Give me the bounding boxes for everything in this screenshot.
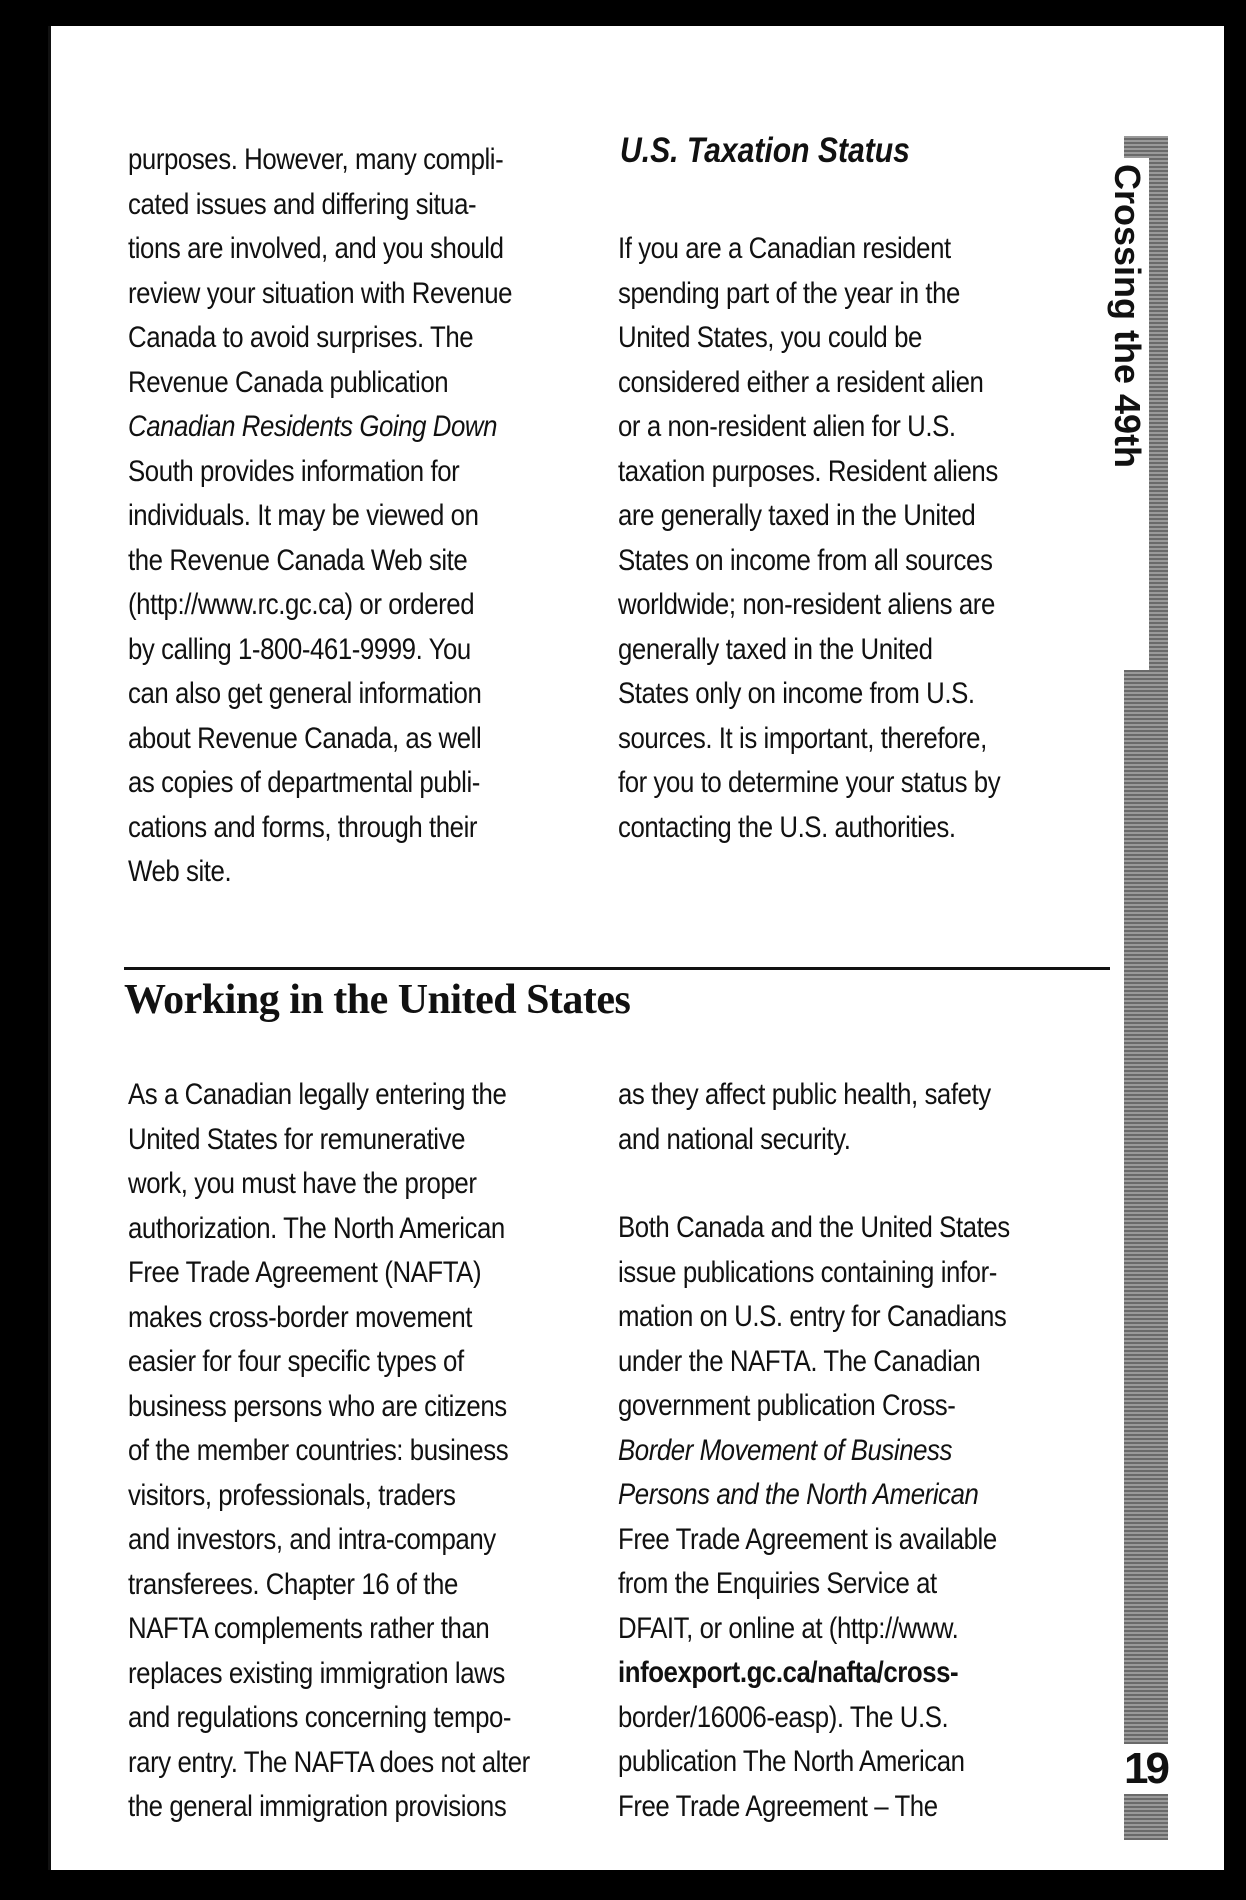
text-line: business persons who are citizens [128,1389,507,1423]
text-line: visitors, professionals, traders [128,1478,456,1512]
text-line: government publication Cross- [618,1389,956,1422]
text-line: and investors, and intra-company [128,1523,496,1556]
text-line: If you are a Canadian resident [618,232,951,265]
text-line: As a Canadian legally entering the [128,1078,507,1111]
text-line: or a non-resident alien for U.S. [618,410,956,443]
side-running-title: Crossing the 49th [1105,158,1149,670]
text-line: issue publications containing infor- [618,1255,997,1289]
text-line: makes cross-border movement [128,1300,472,1334]
text-line: purposes. However, many compli- [128,143,504,176]
text-line: taxation purposes. Resident aliens [618,454,998,488]
text-line: Persons and the North American [618,1478,979,1511]
text-line: by calling 1-800-461-9999. You [128,632,471,666]
text-line: about Revenue Canada, as well [128,721,482,755]
text-line: Free Trade Agreement (NAFTA) [128,1256,482,1289]
text-line: contacting the U.S. authorities. [618,810,956,844]
tax-status-heading: U.S. Taxation Status [620,131,910,170]
text-line: sources. It is important, therefore, [618,721,987,755]
text-line: cated issues and differing situa- [128,187,477,221]
page-number: 19 [1124,1744,1167,1793]
text-line: of the member countries: business [128,1434,509,1467]
text-line: the Revenue Canada Web site [128,543,468,577]
text-line: review your situation with Revenue [128,276,513,310]
paragraph-gap [618,1162,1048,1206]
text-line: authorization. The North American [128,1211,505,1245]
text-line: Free Trade Agreement is available [618,1522,997,1556]
working-right-column [618,1073,1048,1829]
text-line: transferees. Chapter 16 of the [128,1567,458,1601]
text-line: Canada to avoid surprises. The [128,321,474,354]
text-line: worldwide; non-resident aliens are [618,588,995,621]
text-line: South provides information for [128,454,460,488]
text-line: the general immigration provisions [128,1790,507,1823]
text-line: individuals. It may be viewed on [128,499,479,532]
text-line: cations and forms, through their [128,810,478,844]
section-divider [124,967,1110,970]
text-line: are generally taxed in the United [618,499,976,532]
text-line: Web site. [128,855,232,888]
text-line: as they affect public health, safety [618,1078,991,1111]
working-section-heading: Working in the United States [124,977,631,1023]
tax-status-text-column [618,227,1048,850]
intro-text-column [128,138,558,895]
text-line: publication The North American [618,1745,965,1778]
text-line: for you to determine your status by [618,766,1001,799]
text-line: United States, you could be [618,321,922,354]
text-line: generally taxed in the United [618,632,933,666]
text-line: rary entry. The NAFTA does not alter [128,1745,530,1779]
page [48,26,1224,1870]
text-line: easier for four specific types of [128,1345,464,1378]
text-line: tions are involved, and you should [128,232,504,265]
text-line: work, you must have the proper [128,1167,477,1200]
text-line: mation on U.S. entry for Canadians [618,1300,1007,1333]
working-left-column [128,1073,558,1830]
text-line: (http://www.rc.gc.ca) or ordered [128,588,475,621]
text-line: under the NAFTA. The Canadian [618,1344,981,1378]
text-line: Free Trade Agreement – The [618,1789,938,1823]
text-line: as copies of departmental publi- [128,766,480,799]
text-line: NAFTA complements rather than [128,1612,490,1645]
text-line: replaces existing immigration laws [128,1656,505,1690]
text-line: Both Canada and the United States [618,1211,1010,1244]
text-line: and national security. [618,1122,851,1156]
text-line: States only on income from U.S. [618,677,975,710]
text-line: Revenue Canada publication [128,365,449,399]
text-line: Canadian Residents Going Down [128,410,498,443]
page-edge-line [48,26,51,1870]
text-line: Border Movement of Business [618,1433,952,1467]
text-line: spending part of the year in the [618,276,960,310]
text-line: United States for remunerative [128,1122,466,1156]
text-line: can also get general information [128,677,482,710]
text-line: States on income from all sources [618,543,993,577]
text-line: and regulations concerning tempo- [128,1701,512,1734]
text-line: border/16006-easp). The U.S. [618,1700,949,1734]
text-line: considered either a resident alien [618,365,984,399]
text-line: DFAIT, or online at (http://www. [618,1611,959,1645]
text-line: from the Enquiries Service at [618,1567,937,1600]
text-line: infoexport.gc.ca/nafta/cross- [618,1656,959,1689]
